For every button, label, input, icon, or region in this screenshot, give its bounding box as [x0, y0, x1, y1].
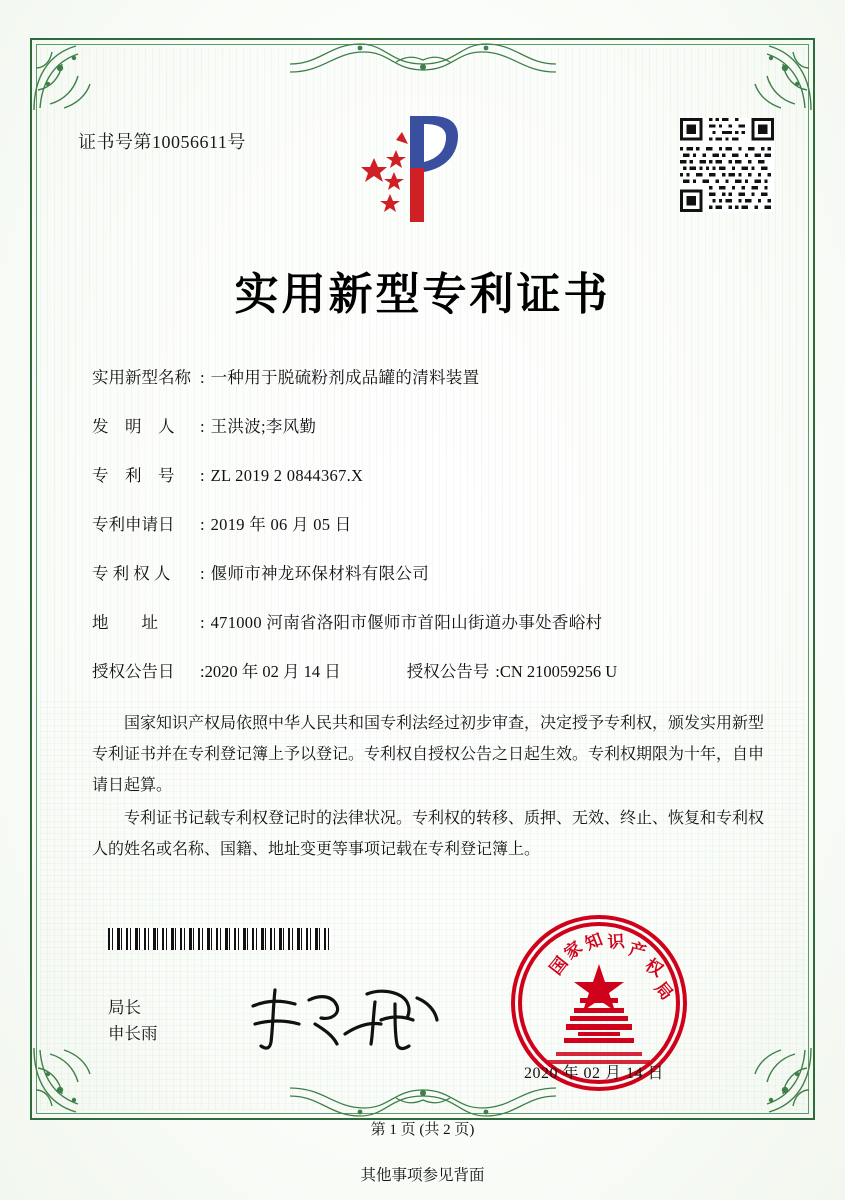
- grant-number-label: 授权公告号: [406, 662, 490, 681]
- field-colon: :: [200, 613, 205, 632]
- cnipa-emblem-icon: [352, 110, 484, 232]
- certificate-number: 证书号第10056611号: [78, 132, 246, 152]
- director-title-label: 局长: [108, 998, 141, 1017]
- corner-ornament-icon: [30, 1044, 106, 1120]
- corner-ornament-icon: [739, 1044, 815, 1120]
- field-label: 地 址: [92, 613, 158, 632]
- barcode-icon: [108, 928, 332, 950]
- field-label: 实用新型名称: [92, 368, 191, 387]
- paragraph-1: 国家知识产权局依照中华人民共和国专利法经过初步审查，决定授予专利权，颁发实用新型专利证书并在专利登记簿上予以登记。专利权自授权公告之日起生效。专利权期限为十年，自申请日起算。: [92, 715, 765, 794]
- field-colon: :: [200, 368, 205, 387]
- field-value: 一种用于脱硫粉剂成品罐的清料装置: [210, 368, 480, 387]
- qr-code-icon: [680, 118, 774, 212]
- svg-text:识: 识: [606, 931, 626, 953]
- field-value: 2019 年 06 月 05 日: [210, 515, 352, 534]
- field-value: 王洪波;李风勤: [210, 417, 317, 436]
- field-label: 专 利 权 人: [92, 564, 171, 583]
- field-address: [92, 609, 772, 633]
- field-value: 偃师市神龙环保材料有限公司: [210, 564, 429, 583]
- field-value: 471000 河南省洛阳市偃师市首阳山街道办事处香峪村: [210, 613, 603, 632]
- svg-text:产: 产: [626, 939, 649, 963]
- fields-block: [92, 364, 772, 688]
- handwritten-signature-icon: [245, 980, 445, 1056]
- field-patent-number: [92, 462, 772, 486]
- director-name-label: 申长雨: [108, 1024, 158, 1043]
- grant-date-label: 授权公告日: [92, 662, 175, 681]
- field-colon: :: [200, 466, 205, 485]
- field-label: 发 明 人: [92, 417, 175, 436]
- field-colon: :: [200, 662, 205, 681]
- signature-block: [108, 995, 158, 1047]
- svg-text:国: 国: [546, 953, 573, 980]
- field-colon: :: [200, 417, 205, 436]
- field-label: 专利申请日: [92, 515, 175, 534]
- field-colon: :: [200, 564, 205, 583]
- page-number: 第 1 页 (共 2 页): [370, 1122, 475, 1138]
- field-label: 专 利 号: [92, 466, 175, 485]
- grant-date-value: 2020 年 02 月 14 日: [204, 662, 341, 681]
- paragraph-2: 专利证书记载专利权登记时的法律状况。专利权的转移、质押、无效、终止、恢复和专利权人的姓名或名称、国籍、地址变更等事项记载在专利登记簿上。: [92, 810, 765, 858]
- field-inventor: [92, 413, 772, 437]
- field-value: ZL 2019 2 0844367.X: [210, 466, 364, 485]
- svg-text:知: 知: [582, 929, 606, 955]
- grant-number-value: CN 210059256 U: [499, 662, 618, 681]
- seal-date: 2020 年 02 月 14 日: [524, 1065, 665, 1082]
- field-application-date: [92, 511, 772, 535]
- field-grant-row: [92, 658, 772, 682]
- svg-text:局: 局: [650, 978, 677, 1005]
- grant-number-group: [407, 658, 617, 682]
- svg-text:家: 家: [560, 937, 587, 964]
- legal-text-block: [92, 708, 764, 867]
- page-title: 实用新型专利证书: [234, 269, 611, 320]
- footer-note: 其他事项参见背面: [360, 1167, 485, 1184]
- corner-ornament-icon: [739, 38, 815, 114]
- svg-text:权: 权: [641, 955, 667, 982]
- corner-ornament-icon: [30, 38, 106, 114]
- top-ornament-icon: [290, 34, 556, 82]
- field-colon: :: [200, 515, 205, 534]
- field-patentee: [92, 560, 772, 584]
- field-utility-model-name: [92, 364, 772, 388]
- field-colon: :: [495, 662, 500, 681]
